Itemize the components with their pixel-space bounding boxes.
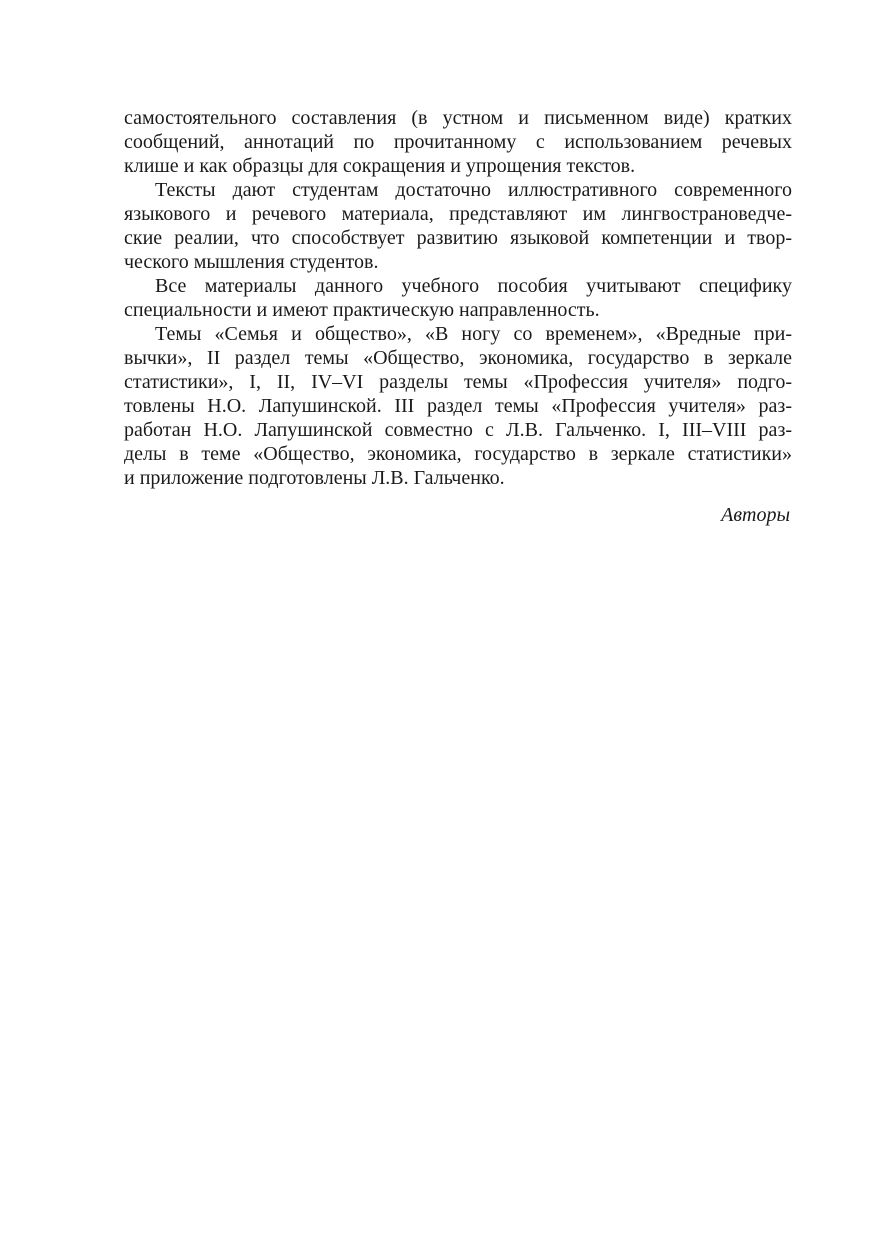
text-line: делы в теме «Общество, экономика, государство в зеркале статистики»: [124, 443, 792, 465]
authors-signature: Авторы: [721, 504, 790, 526]
text-line: сообщений, аннотаций по прочитанному с использованием речевых: [124, 131, 792, 153]
paragraph-4: [124, 322, 792, 490]
text-line: вычки», II раздел темы «Общество, экономика, государство в зеркале: [124, 347, 792, 369]
text-line: товлены Н.О. Лапушинской. III раздел темы «Профессия учителя» раз-: [124, 395, 792, 417]
text-line: языкового и речевого материала, представляют им лингвострановедче-: [124, 203, 792, 225]
text-line: клише и как образцы для сокращения и упрощения текстов.: [124, 155, 636, 177]
text-line: ческого мышления студентов.: [124, 251, 379, 273]
text-line: ские реалии, что способствует развитию языковой компетенции и твор-: [124, 227, 792, 249]
text-line: специальности и имеют практическую направленность.: [124, 299, 600, 321]
text-line: и приложение подготовлены Л.В. Гальченко.: [124, 467, 505, 489]
paragraph-3: [124, 274, 792, 322]
document-page: [124, 106, 792, 527]
text-line: статистики», I, II, IV–VI разделы темы «Профессия учителя» подго-: [124, 371, 792, 393]
text-line: Все материалы данного учебного пособия учитывают специфику: [155, 275, 792, 297]
text-line: Темы «Семья и общество», «В ногу со временем», «Вредные при-: [155, 323, 792, 345]
text-line: Тексты дают студентам достаточно иллюстративного современного: [155, 179, 792, 201]
text-line: работан Н.О. Лапушинской совместно с Л.В. Гальченко. I, III–VIII раз-: [124, 419, 792, 441]
paragraph-2: [124, 178, 792, 274]
text-line: самостоятельного составления (в устном и письменном виде) кратких: [124, 107, 792, 129]
paragraph-1: [124, 106, 792, 178]
